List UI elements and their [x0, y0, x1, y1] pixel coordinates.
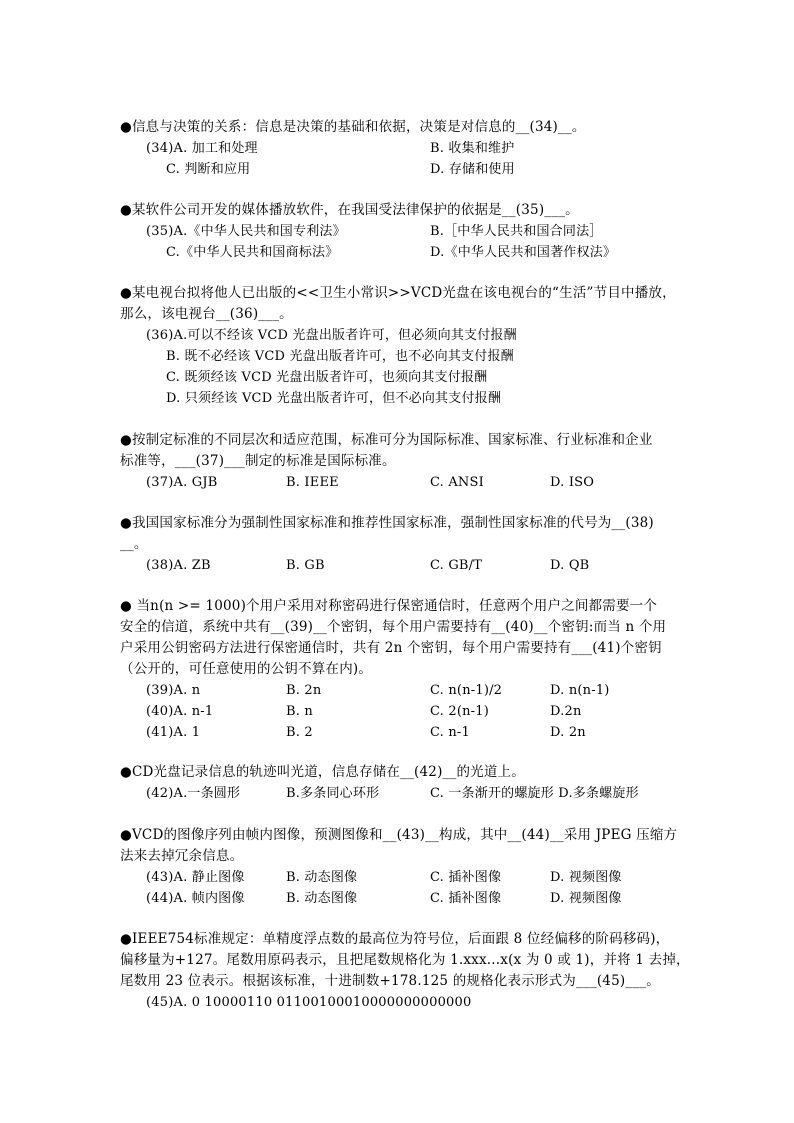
- option-a: (41)A. 1: [146, 725, 201, 740]
- option-a: (39)A. n: [146, 683, 201, 698]
- option-c-d: C. 一条渐开的螺旋形 D.多条螺旋形: [430, 786, 639, 801]
- question-stem-line: （公开的，可任意使用的公钥不算在内)。: [120, 661, 373, 677]
- option-a: (37)A. GJB: [146, 475, 218, 490]
- option-a: (35)A.《中华人民共和国专利法》: [146, 224, 346, 239]
- option-line: [120, 388, 660, 409]
- options-row: [120, 783, 660, 804]
- question-45: [120, 929, 690, 1013]
- question-stem-line: 偏移量为+127。尾数用原码表示，且把尾数规格化为 1.xxx...x(x 为 0 或 1)，并将 1 去掉，: [120, 952, 690, 968]
- question-stem-line: ●按制定标准的不同层次和适应范围，标准可分为国际标准、国家标准、行业标准和企业: [120, 432, 653, 448]
- option-c: C. 判断和应用: [166, 162, 251, 177]
- option-line: [120, 325, 660, 346]
- option-b: B. 动态图像: [286, 891, 358, 906]
- options-row: [120, 138, 660, 159]
- option-b: B.［中华人民共和国合同法］: [430, 224, 603, 239]
- question-37: [120, 430, 660, 493]
- question-stem: ●信息与决策的关系：信息是决策的基础和依据，决策是对信息的__(34)__。: [120, 119, 586, 135]
- options-row: [120, 867, 660, 888]
- option-c: C. 2(n-1): [430, 704, 489, 719]
- question-stem-line: ●VCD的图像序列由帧内图像，预测图像和__(43)__构成，其中__(44)__采用 JPEG 压缩方: [120, 827, 678, 843]
- option-d: D.2n: [550, 704, 582, 719]
- option-b: B. 收集和维护: [430, 141, 515, 156]
- option-b: B. IEEE: [286, 475, 339, 490]
- option-a: (38)A. ZB: [146, 558, 211, 573]
- question-stem: ●某软件公司开发的媒体播放软件，在我国受法律保护的依据是__(35)___。: [120, 202, 579, 218]
- option-a: (40)A. n-1: [146, 704, 214, 719]
- question-39-41: [120, 596, 667, 743]
- options-row: [120, 701, 660, 722]
- option-d: D. 2n: [550, 725, 586, 740]
- question-stem-line: ●我国国家标准分为强制性国家标准和推荐性国家标准，强制性国家标准的代号为__(38): [120, 515, 654, 531]
- options-row: [120, 888, 660, 909]
- question-stem-line: 户采用公钥密码方法进行保密通信时，共有 2n 个密钥，每个用户需要持有___(41)个密钥: [120, 640, 662, 656]
- options-row: [120, 221, 660, 242]
- option-c: C. ANSI: [430, 475, 484, 490]
- question-stem-line: 尾数用 23 位表示。根据该标准，十进制数+178.125 的规格化表示形式为___(45)___。: [120, 973, 660, 989]
- question-stem-line: ●某电视台拟将他人已出版的<<卫生小常识>>VCD光盘在该电视台的“生活”节目中播放，: [120, 285, 676, 301]
- option-b: B. n: [286, 704, 313, 719]
- option-d: D. QB: [550, 558, 590, 573]
- question-42: [120, 762, 660, 804]
- options-row: [120, 680, 660, 701]
- option-a: (43)A. 静止图像: [146, 870, 245, 885]
- question-35: [120, 200, 660, 263]
- options-row: [120, 555, 660, 576]
- option-a: (34)A. 加工和处理: [146, 141, 258, 156]
- option-line: [120, 346, 660, 367]
- question-stem-line: 安全的信道，系统中共有__(39)__个密钥，每个用户需要持有__(40)__个密钥:而当 n 个用: [120, 619, 667, 635]
- option-a: (42)A.一条圆形: [146, 786, 241, 801]
- question-36: [120, 283, 676, 409]
- question-stem-line: __。: [120, 536, 148, 552]
- option-c: C. GB/T: [430, 558, 483, 573]
- option-d: D.《中华人民共和国著作权法》: [430, 245, 617, 260]
- option-a: (45)A. 0 10000110 01100100010000000000000: [146, 995, 472, 1010]
- options-row: [120, 472, 660, 493]
- option-c: C. 既须经该 VCD 光盘出版者许可，也须向其支付报酬: [166, 370, 488, 385]
- question-stem-line: ● 当n(n >= 1000)个用户采用对称密码进行保密通信时，任意两个用户之间都需要一个: [120, 598, 658, 614]
- option-line: [120, 992, 660, 1013]
- option-b: B. 2: [286, 725, 313, 740]
- option-a: (44)A. 帧内图像: [146, 891, 245, 906]
- question-stem: ●CD光盘记录信息的轨迹叫光道，信息存储在__(42)__的光道上。: [120, 764, 525, 780]
- option-d: D. n(n-1): [550, 683, 610, 698]
- option-c: C. n-1: [430, 725, 470, 740]
- option-d: D. 视频图像: [550, 870, 622, 885]
- options-row: [120, 242, 660, 263]
- option-b: B. GB: [286, 558, 325, 573]
- option-d: D. ISO: [550, 475, 595, 490]
- question-stem-line: 那么，该电视台__(36)___。: [120, 306, 293, 322]
- option-c: C.《中华人民共和国商标法》: [166, 245, 339, 260]
- option-d: D. 只须经该 VCD 光盘出版者许可，但不必向其支付报酬: [166, 391, 502, 406]
- question-43-44: [120, 825, 678, 909]
- option-c: C. n(n-1)/2: [430, 683, 503, 698]
- option-b: B. 既不必经该 VCD 光盘出版者许可，也不必向其支付报酬: [166, 349, 514, 364]
- option-a: (36)A.可以不经该 VCD 光盘出版者许可，但必须向其支付报酬: [146, 328, 517, 343]
- question-stem-line: ●IEEE754标准规定：单精度浮点数的最高位为符号位，后面跟 8 位经偏移的阶码移码)，: [120, 931, 670, 947]
- options-row: [120, 722, 660, 743]
- options-row: [120, 159, 660, 180]
- option-c: C. 插补图像: [430, 870, 502, 885]
- option-b: B. 2n: [286, 683, 322, 698]
- question-38: [120, 513, 660, 576]
- option-d: D. 视频图像: [550, 891, 622, 906]
- question-stem-line: 标准等，___(37)___制定的标准是国际标准。: [120, 453, 396, 469]
- option-c: C. 插补图像: [430, 891, 502, 906]
- question-stem-line: 法来去掉冗余信息。: [120, 848, 244, 864]
- option-b: B.多条同心环形: [286, 786, 380, 801]
- question-34: [120, 117, 660, 180]
- option-line: [120, 367, 660, 388]
- option-d: D. 存储和使用: [430, 162, 515, 177]
- option-b: B. 动态图像: [286, 870, 358, 885]
